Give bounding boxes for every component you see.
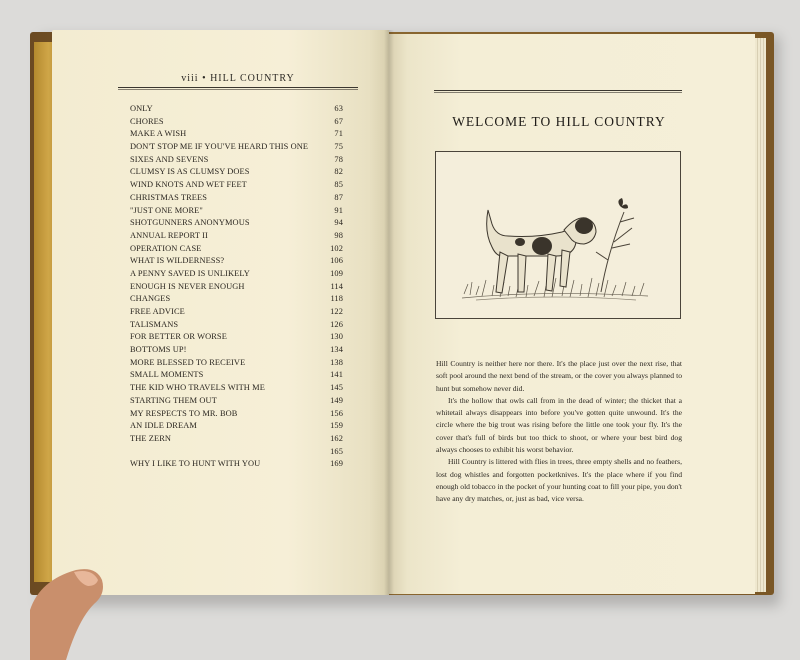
chapter-top-rule bbox=[434, 90, 682, 91]
toc-entry bbox=[130, 459, 343, 472]
toc-entry-page: 130 bbox=[330, 332, 343, 342]
body-paragraph: Hill Country is littered with flies in trees, three empty shells and no feathers, lost dog whistles and forgotten pocketknives. It's the place where if you find enough old tobacco in the pocket of your hunting coat to fill your pipe, you don't have any dry matches, or, just as bad, vice versa. bbox=[436, 457, 682, 504]
toc-entry-title: MAKE A WISH bbox=[130, 129, 187, 139]
toc-entry bbox=[130, 447, 343, 460]
toc-entry bbox=[130, 180, 343, 193]
toc-entry-page: 67 bbox=[334, 116, 343, 126]
toc-entry-page: 118 bbox=[330, 294, 343, 304]
body-paragraph: Hill Country is neither here nor there. It's the place just over the next rise, that soft pool around the next bend of the stream, or the cover you always planned to hunt but somehow never did. bbox=[436, 359, 682, 393]
toc-entry-page: 87 bbox=[334, 192, 343, 202]
toc-entry-title: OPERATION CASE bbox=[130, 243, 202, 253]
toc-entry-title: FOR BETTER OR WORSE bbox=[130, 332, 227, 342]
toc-entry-page: 145 bbox=[330, 383, 343, 393]
running-head-rule-thin bbox=[118, 89, 358, 90]
toc-entry-page: 159 bbox=[330, 421, 343, 431]
toc-entry-page: 85 bbox=[334, 180, 343, 190]
sapling-icon bbox=[596, 212, 634, 292]
toc-entry-page: 162 bbox=[330, 433, 343, 443]
chapter-top-rule-thin bbox=[434, 92, 682, 93]
table-of-contents bbox=[130, 104, 343, 472]
chapter-body-text bbox=[436, 358, 682, 506]
toc-entry bbox=[130, 307, 343, 320]
toc-entry-page: 82 bbox=[334, 167, 343, 177]
toc-entry bbox=[130, 142, 343, 155]
toc-entry-page: 102 bbox=[330, 243, 343, 253]
toc-entry bbox=[130, 206, 343, 219]
toc-entry-page: 94 bbox=[334, 218, 343, 228]
toc-entry bbox=[130, 104, 343, 117]
toc-entry bbox=[130, 282, 343, 295]
toc-entry-page: 165 bbox=[330, 446, 343, 456]
grass-icon bbox=[462, 278, 648, 300]
toc-entry-page: 109 bbox=[330, 268, 343, 278]
toc-entry-title: WIND KNOTS AND WET FEET bbox=[130, 180, 247, 190]
toc-entry-title: ONLY bbox=[130, 104, 153, 113]
toc-entry-title: SIXES AND SEVENS bbox=[130, 154, 209, 164]
toc-entry bbox=[130, 231, 343, 244]
toc-entry-title: THE ZERN bbox=[130, 433, 172, 443]
toc-entry bbox=[130, 256, 343, 269]
toc-entry-title: WHY I LIKE TO HUNT WITH YOU bbox=[130, 459, 261, 469]
toc-entry-title: MY RESPECTS TO MR. BOB bbox=[130, 408, 238, 418]
toc-entry-title: MORE BLESSED TO RECEIVE bbox=[130, 357, 246, 367]
toc-entry-page: 138 bbox=[330, 357, 343, 367]
toc-entry bbox=[130, 129, 343, 142]
toc-entry-page: 98 bbox=[334, 230, 343, 240]
toc-entry bbox=[130, 244, 343, 257]
toc-entry-page: 71 bbox=[334, 129, 343, 139]
chapter-title: WELCOME TO HILL COUNTRY bbox=[452, 114, 666, 129]
toc-entry-page: 134 bbox=[330, 345, 343, 355]
toc-entry bbox=[130, 320, 343, 333]
toc-entry-page: 169 bbox=[330, 459, 343, 469]
toc-entry-page: 63 bbox=[334, 104, 343, 113]
toc-entry bbox=[130, 409, 343, 422]
toc-entry bbox=[130, 167, 343, 180]
thumb-icon bbox=[30, 540, 110, 660]
toc-entry bbox=[130, 294, 343, 307]
toc-entry-page: 122 bbox=[330, 307, 343, 316]
toc-entry-title: WHAT IS WILDERNESS? bbox=[130, 256, 225, 266]
toc-entry-page: 78 bbox=[334, 154, 343, 164]
toc-entry bbox=[130, 193, 343, 206]
toc-entry-title: STARTING THEM OUT bbox=[130, 395, 217, 405]
toc-entry-title: CHRISTMAS TREES bbox=[130, 192, 207, 202]
toc-entry-page: 114 bbox=[330, 281, 343, 291]
toc-entry-title: A PENNY SAVED IS UNLIKELY bbox=[130, 268, 250, 278]
running-head-rule bbox=[118, 87, 358, 88]
toc-entry bbox=[130, 332, 343, 345]
toc-entry-page: 75 bbox=[334, 142, 343, 152]
toc-entry-title: DON'T STOP ME IF YOU'VE HEARD THIS ONE bbox=[130, 142, 309, 152]
toc-entry bbox=[130, 358, 343, 371]
toc-entry-page: 126 bbox=[330, 319, 343, 329]
toc-entry-title: SHOTGUNNERS ANONYMOUS bbox=[130, 218, 250, 228]
toc-entry-title: "JUST ONE MORE" bbox=[130, 205, 203, 215]
toc-entry-page: 149 bbox=[330, 395, 343, 405]
pointer-dog-icon bbox=[436, 152, 680, 318]
toc-entry-title: FREE ADVICE bbox=[130, 307, 185, 316]
toc-entry-title: THE KID WHO TRAVELS WITH ME bbox=[130, 383, 265, 393]
toc-entry bbox=[130, 155, 343, 168]
toc-entry-title: CHORES bbox=[130, 116, 164, 126]
toc-entry bbox=[130, 269, 343, 282]
toc-entry-title: BOTTOMS UP! bbox=[130, 345, 187, 355]
running-head: viii • HILL COUNTRY bbox=[181, 73, 295, 84]
body-paragraph: It's the hollow that owls call from in the dead of winter; the thicket that a whitetail always disappears into before you've gotten quite unwound. It's the circle where the big trout was rising before the little one took your fly. It's the cover that's full of birds but too thick to shoot, or where your best bird dog always chooses to exhibit his worst behavior. bbox=[436, 395, 682, 455]
toc-entry bbox=[130, 396, 343, 409]
toc-entry-title: CHANGES bbox=[130, 294, 171, 304]
toc-entry bbox=[130, 218, 343, 231]
toc-entry-title: TALISMANS bbox=[130, 319, 179, 329]
toc-entry bbox=[130, 421, 343, 434]
toc-entry-page: 141 bbox=[330, 370, 343, 380]
toc-entry bbox=[130, 117, 343, 130]
toc-entry bbox=[130, 434, 343, 447]
book-gutter bbox=[384, 30, 394, 595]
toc-entry-page: 156 bbox=[330, 408, 343, 418]
toc-entry-title: AN IDLE DREAM bbox=[130, 421, 197, 431]
toc-entry-title: CLUMSY IS AS CLUMSY DOES bbox=[130, 167, 250, 177]
dog-illustration bbox=[435, 151, 681, 319]
toc-entry-title: ANNUAL REPORT II bbox=[130, 230, 208, 240]
butterfly-icon bbox=[618, 198, 628, 209]
toc-entry bbox=[130, 370, 343, 383]
toc-entry bbox=[130, 345, 343, 358]
toc-entry bbox=[130, 383, 343, 396]
toc-entry-page: 91 bbox=[334, 205, 343, 215]
toc-entry-page: 106 bbox=[330, 256, 343, 266]
toc-entry-title: SMALL MOMENTS bbox=[130, 370, 204, 380]
toc-entry-title: ENOUGH IS NEVER ENOUGH bbox=[130, 281, 245, 291]
